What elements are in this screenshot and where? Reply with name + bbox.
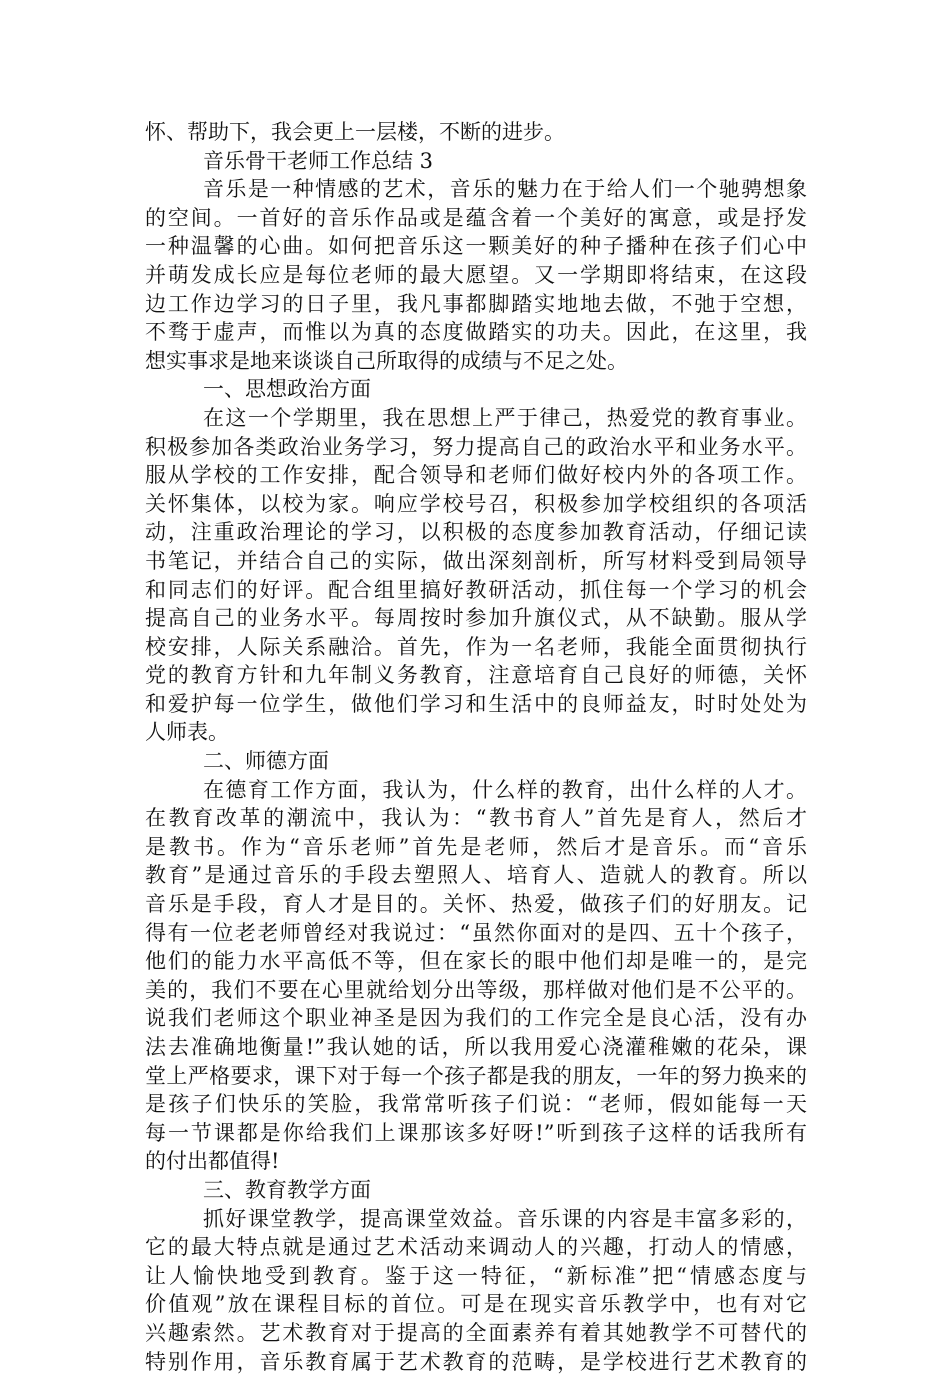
text-line: 关怀集体，以校为家。响应学校号召，积极参加学校组织的各项活	[145, 491, 807, 516]
text-line: 一、思想政治方面	[203, 377, 371, 402]
text-line: 服从学校的工作安排，配合领导和老师们做好校内外的各项工作。	[145, 463, 807, 488]
text-line: 和同志们的好评。配合组里搞好教研活动，抓住每一个学习的机会	[145, 577, 807, 602]
text-line: 二、师德方面	[203, 749, 329, 774]
text-line: 不骛于虚声，而惟以为真的态度做踏实的功夫。因此，在这里，我	[145, 320, 807, 345]
text-line: 让人愉快地受到教育。鉴于这一特征，“新标准”把“情感态度与	[145, 1263, 807, 1288]
text-line: 他们的能力水平高低不等，但在家长的眼中他们却是唯一的，是完	[145, 949, 807, 974]
text-line: 它的最大特点就是通过艺术活动来调动人的兴趣，打动人的情感，	[145, 1235, 807, 1260]
text-line: 的付出都值得!	[145, 1149, 280, 1174]
text-line: 兴趣索然。艺术教育对于提高的全面素养有着其她教学不可替代的	[145, 1320, 807, 1345]
text-line: 的空间。一首好的音乐作品或是蕴含着一个美好的寓意，或是抒发	[145, 205, 807, 230]
text-line: 动，注重政治理论的学习，以积极的态度参加教育活动，仔细记读	[145, 520, 807, 545]
text-line: 特别作用，音乐教育属于艺术教育的范畴，是学校进行艺术教育的	[145, 1349, 807, 1374]
document-page	[145, 118, 807, 1376]
text-line: 堂上严格要求，课下对于每一个孩子都是我的朋友，一年的努力换来的	[145, 1063, 807, 1088]
text-line: 想实事求是地来谈谈自己所取得的成绩与不足之处。	[145, 348, 628, 373]
text-line: 积极参加各类政治业务学习，努力提高自己的政治水平和业务水平。	[145, 434, 807, 459]
text-line: 美的，我们不要在心里就给划分出等级，那样做对他们是不公平的。	[145, 977, 807, 1002]
text-line: 边工作边学习的日子里，我凡事都脚踏实地地去做，不弛于空想，	[145, 291, 807, 316]
text-line: 音乐骨干老师工作总结 3	[203, 148, 434, 173]
text-line: 是教书。作为“音乐老师”首先是老师，然后才是音乐。而“音乐	[145, 834, 807, 859]
text-line: 提高自己的业务水平。每周按时参加升旗仪式，从不缺勤。服从学	[145, 606, 807, 631]
text-line: 说我们老师这个职业神圣是因为我们的工作完全是良心活，没有办	[145, 1006, 807, 1031]
text-line: 书笔记，并结合自己的实际，做出深刻剖析，所写材料受到局领导	[145, 548, 807, 573]
text-line: 在这一个学期里，我在思想上严于律己，热爱党的教育事业。	[203, 405, 807, 430]
text-line: 抓好课堂教学，提高课堂效益。音乐课的内容是丰富多彩的，	[203, 1206, 807, 1231]
text-line: 音乐是一种情感的艺术，音乐的魅力在于给人们一个驰骋想象	[203, 177, 807, 202]
text-line: 得有一位老老师曾经对我说过：“虽然你面对的是四、五十个孩子，	[145, 920, 807, 945]
text-line: 在教育改革的潮流中，我认为：“教书育人”首先是育人，然后才	[145, 806, 807, 831]
text-line: 教育”是通过音乐的手段去塑照人、培育人、造就人的教育。所以	[145, 863, 807, 888]
text-line: 三、教育教学方面	[203, 1177, 371, 1202]
text-line: 价值观”放在课程目标的首位。可是在现实音乐教学中，也有对它	[145, 1292, 807, 1317]
text-line: 和爱护每一位学生，做他们学习和生活中的良师益友，时时处处为	[145, 691, 807, 716]
text-line: 怀、帮助下，我会更上一层楼，不断的进步。	[145, 120, 565, 144]
text-line: 党的教育方针和九年制义务教育，注意培育自己良好的师德，关怀	[145, 663, 807, 688]
text-line: 校安排，人际关系融洽。首先，作为一名老师，我能全面贯彻执行	[145, 634, 807, 659]
text-line: 在德育工作方面，我认为，什么样的教育，出什么样的人才。	[203, 777, 807, 802]
text-line: 人师表。	[145, 720, 229, 745]
text-line: 是孩子们快乐的笑脸，我常常听孩子们说：“老师，假如能每一天	[145, 1092, 807, 1117]
text-line: 音乐是手段，育人才是目的。关怀、热爱，做孩子们的好朋友。记	[145, 892, 807, 917]
text-line: 法去准确地衡量!”我认她的话，所以我用爱心浇灌稚嫩的花朵，课	[145, 1035, 807, 1059]
text-line: 一种温馨的心曲。如何把音乐这一颗美好的种子播种在孩子们心中	[145, 234, 807, 259]
text-line: 每一节课都是你给我们上课那该多好呀!”听到孩子这样的话我所有	[145, 1120, 807, 1145]
text-line: 并萌发成长应是每位老师的最大愿望。又一学期即将结束，在这段	[145, 262, 807, 287]
